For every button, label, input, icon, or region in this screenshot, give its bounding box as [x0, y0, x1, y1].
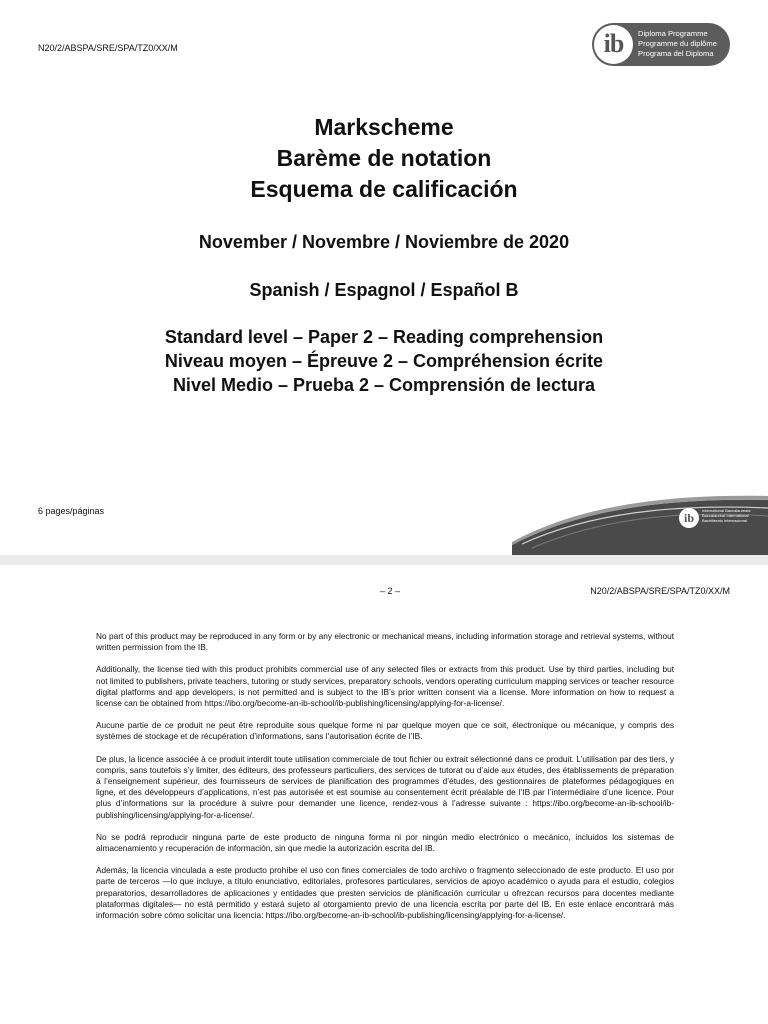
footer-logo-line: International Baccalaureate [702, 508, 751, 513]
logo-line: Diploma Programme [638, 29, 708, 38]
footer-logo-line: Bachillerato Internacional [702, 518, 747, 523]
title-en: Markscheme [314, 114, 454, 140]
paragraph-fr-2: De plus, la licence associée à ce produit interdit toute utilisation commerciale de tout fichier ou extrait sélectionné dans ce produit. L’utilisation par des tiers, y compris, sans toutefois s’y limiter, des éditeurs, des professeurs particuliers, des services de tutorat ou d’aide aux études, des établissements de préparation à l’enseignement supérieur, des fournisseurs de services de planification des programmes d’études, des gestionnaires de plateformes pédagogiques en ligne, et des développeurs d’applications, n’est pas autorisée et est soumise au consentement écrit préalable de l’IB par l’intermédiaire d’une licence. Pour plus d’informations sur la procédure à suivre pour demander une licence, rendez-vous à l’adresse suivante : https://ibo.org/become-an-ib-school/ib-publishing/licensing/applying-for-a-license/. [96, 753, 674, 820]
exam-session: November / Novembre / Noviembre de 2020 [198, 232, 570, 252]
footer-logo-text [702, 508, 751, 523]
level-en: Standard level – Paper 2 – Reading comprehension [164, 327, 604, 347]
ib-footer-logo-mark: ib [679, 508, 699, 528]
logo-line: Programa del Diploma [638, 49, 714, 58]
paragraph-en-2: Additionally, the license tied with this product prohibits commercial use of any selected files or extracts from this product. Use by third parties, including but not limited to publishers, private teachers, tutoring or study services, preparatory schools, vendors operating curriculum mapping services or teacher resource digital platforms and app developers, is not permitted and is subject to the IB’s prior written consent via a license. More information on how to request a license can be obtained from https://ibo.org/become-an-ib-school/ib-publishing/licensing/applying-for-a-license/. [96, 664, 674, 709]
copyright-notice [96, 631, 674, 932]
level-es: Nivel Medio – Prueba 2 – Comprensión de lectura [172, 375, 596, 395]
paragraph-es-1: No se podrá reproducir ninguna parte de este producto de ninguna forma ni por ningún medio electrónico o mecánico, incluidos los sistemas de almacenamiento y recuperación de información, sin que medie la autorización escrita del IB. [96, 831, 674, 854]
title-block [0, 112, 768, 205]
subject: Spanish / Espagnol / Español B [249, 280, 519, 300]
page-separator [0, 555, 768, 565]
document-code: N20/2/ABSPA/SRE/SPA/TZ0/XX/M [38, 43, 178, 53]
logo-text [638, 29, 717, 59]
level-block [0, 325, 768, 397]
level-fr: Niveau moyen – Épreuve 2 – Compréhension écrite [164, 351, 604, 371]
copyright-page [0, 565, 768, 1024]
footer-logo-line: Baccalauréat International [702, 513, 749, 518]
paragraph-es-2: Además, la licencia vinculada a este producto prohíbe el uso con fines comerciales de todo archivo o fragmento seleccionado de este producto. El uso por parte de terceros —lo que incluye, a título enunciativo, editoriales, profesores particulares, servicios de apoyo académico o ayuda para el estudio, colegios preparatorios, desarrolladores de aplicaciones y entidades que presten servicios de planificación curricular u ofrezcan recursos para docentes mediante plataformas digitales— no está permitido y estará sujeto al otorgamiento previo de una licencia escrita por parte del IB. En este enlace encontrará más información sobre cómo solicitar una licencia: https://ibo.org/become-an-ib-school/ib-publishing/licensing/applying-for-a-license/. [96, 865, 674, 921]
title-es: Esquema de calificación [250, 176, 518, 202]
document-code: N20/2/ABSPA/SRE/SPA/TZ0/XX/M [590, 586, 730, 596]
page-number: – 2 – [379, 586, 401, 596]
paragraph-en-1: No part of this product may be reproduced in any form or by any electronic or mechanical means, including information storage and retrieval systems, without written permission from the IB. [96, 631, 674, 653]
paragraph-fr-1: Aucune partie de ce produit ne peut être reproduite sous quelque forme ni par quelque moyen que ce soit, électronique ou mécanique, y compris des systèmes de stockage et de récupération d’informations, sans l’autorisation écrite de l’IB. [96, 720, 674, 742]
ib-diploma-logo [592, 23, 730, 66]
ib-logo-mark: ib [594, 25, 633, 64]
page-count: 6 pages/páginas [38, 506, 105, 516]
title-fr: Barème de notation [276, 145, 492, 171]
logo-line: Programme du diplôme [638, 39, 717, 48]
